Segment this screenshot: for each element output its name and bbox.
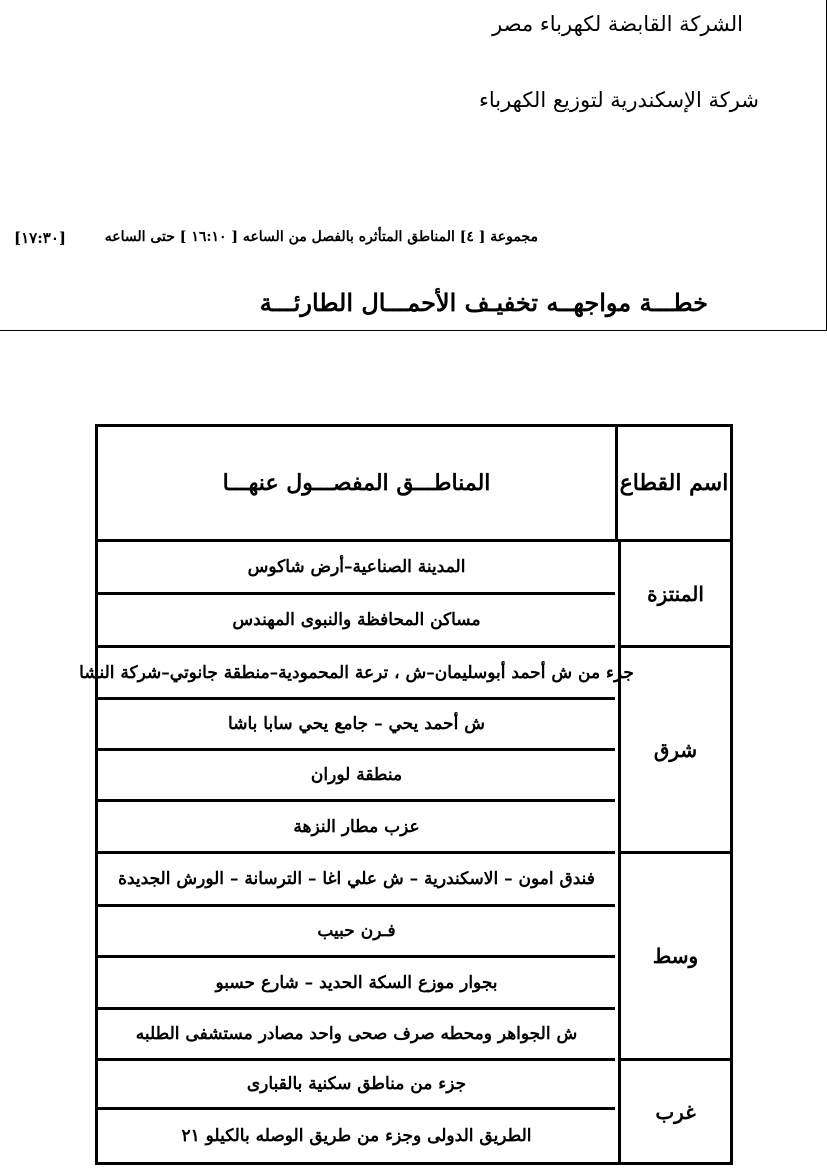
area-cell: عزب مطار النزهة xyxy=(98,802,615,854)
area-cell: جزء من مناطق سكنية بالقبارى xyxy=(98,1061,615,1110)
table-area xyxy=(0,331,827,1169)
area-cell: المدينة الصناعية–أرض شاكوس xyxy=(98,542,615,595)
company-name: شركة الإسكندرية لتوزيع الكهرباء xyxy=(478,88,759,112)
area-cell: جزء من ش أحمد أبوسليمان–ش ، ترعة المحمودية–منطقة جانوتي–شركة النشا xyxy=(98,648,615,700)
area-cell: ش الجواهر ومحطه صرف صحى واحد مصادر مستشفى الطلبه xyxy=(98,1010,615,1061)
sector-column-header: اسم القطاع xyxy=(615,427,730,539)
areas-table xyxy=(79,424,733,1165)
area-cell: الطريق الدولى وجزء من طريق الوصله بالكيلو ٢١ xyxy=(181,1126,532,1146)
sector-cell: المنتزة xyxy=(618,542,730,648)
area-cell: فندق امون – الاسكندرية – ش علي اغا – الترسانة – الورش الجديدة xyxy=(98,854,615,907)
sector-cell: غرب xyxy=(618,1061,730,1162)
sector-cell: وسط xyxy=(618,854,730,1061)
table-header-row xyxy=(98,427,730,542)
holding-company-name: الشركة القابضة لكهرباء مصر xyxy=(492,12,743,36)
area-cell: ش أحمد يحي – جامع يحي سابا باشا xyxy=(98,700,615,751)
area-cell: فـرن حبيب xyxy=(98,907,615,958)
areas-column-header: المناطـــق المفصـــول عنهـــا xyxy=(222,470,491,496)
group-description: مجموعة [ ٤] المناطق المتأثره بالفصل من الساعه [ ١٦:١٠ ] حتى الساعه xyxy=(104,229,538,245)
area-cell: منطقة لوران xyxy=(98,751,615,802)
area-cell: مساكن المحافظة والنبوى المهندس xyxy=(98,595,615,648)
area-cell: بجوار موزع السكة الحديد – شارع حسبو xyxy=(98,958,615,1010)
sector-cell: شرق xyxy=(618,648,730,854)
document-header xyxy=(0,0,827,330)
end-time: [١٧:٣٠] xyxy=(14,229,66,247)
plan-title: خطـــة مواجهــه تخفيـف الأحمـــال الطارئـــة xyxy=(259,288,708,317)
